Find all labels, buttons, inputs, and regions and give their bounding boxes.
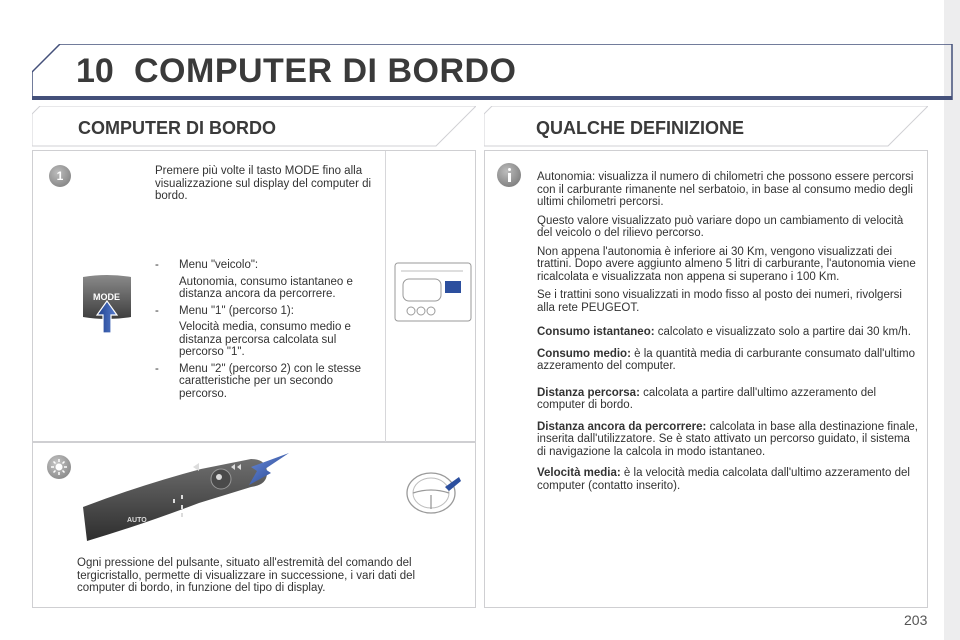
paragraph: Questo valore visualizzato può variare dopo un cambiamento di velocità del veicolo o del rilievo percorso. <box>537 214 904 239</box>
definition-term: Distanza ancora da percorrere: <box>537 420 707 433</box>
panel-divider <box>385 151 386 443</box>
menu-item-detail: Autonomia, consumo istantaneo e distanza ancora da percorrere. <box>179 275 353 300</box>
lighting-icon <box>47 455 71 479</box>
definitions-text <box>537 171 921 501</box>
definition-text: è la quantità media di carburante consumato dall'ultimo azzeramento del computer. <box>537 347 916 372</box>
arrow-icon <box>243 449 291 489</box>
mode-button-label: MODE <box>93 292 120 302</box>
definition-item <box>537 326 921 339</box>
chapter-title: COMPUTER DI BORDO <box>134 52 517 90</box>
page-number: 203 <box>904 612 928 628</box>
wiper-auto-label: AUTO <box>127 517 147 524</box>
definition-text: calcolato e visualizzato solo a partire dai 30 km/h. <box>654 326 911 338</box>
step-badge: 1 <box>49 165 71 187</box>
steering-wheel-illustration <box>401 465 465 519</box>
mode-button-illustration <box>77 271 137 335</box>
definition-text: calcolata in base alla destinazione finale, inserita dall'utilizzatore. Se è stato attivato un percorso guidato, il sistema di navigazione la calcola in modo istantaneo. <box>537 420 918 458</box>
dashboard-illustration <box>393 259 473 327</box>
left-section-heading <box>32 106 476 148</box>
definition-term: Consumo istantaneo: <box>537 326 655 338</box>
definition-term: Consumo medio: <box>537 347 631 360</box>
definitions-panel <box>484 150 928 608</box>
paragraph: Se i trattini sono visualizzati in modo fisso al posto dei numeri, rivolgersi alla rete PEUGEOT. <box>537 289 902 314</box>
menu-list <box>155 259 377 404</box>
right-section-heading <box>484 106 928 148</box>
definition-item <box>537 387 921 412</box>
intro-text: Premere più volte il tasto MODE fino alla visualizzazione sul display del computer di bordo. <box>155 165 372 202</box>
paragraph: Non appena l'autonomia è inferiore ai 30 Km, vengono visualizzati dei trattini. Dopo avere aggiunto almeno 5 litri di carburante, l'autonomia viene ricalcolata e visualizzata non appena si superano i 100 Km. <box>537 245 916 283</box>
right-section-title: QUALCHE DEFINIZIONE <box>536 118 745 138</box>
definition-term: Velocità media: <box>537 467 621 479</box>
chapter-number: 10 <box>76 52 114 90</box>
menu-item: - Menu "1" (percorso 1): <box>155 304 294 317</box>
info-icon <box>497 163 521 187</box>
definition-text: è la velocità media calcolata dall'ultimo azzeramento del computer (contatto inserito). <box>537 467 910 492</box>
definition-item <box>537 467 921 492</box>
definition-text: calcolata a partire dall'ultimo azzeramento del computer di bordo. <box>537 386 877 411</box>
left-section-title: COMPUTER DI BORDO <box>78 118 276 138</box>
paragraph: Autonomia: visualizza il numero di chilometri che possono essere percorsi con il carburante rimanente nel serbatoio, in base al consumo medio degli ultimi chilometri percorsi. <box>537 171 914 208</box>
definition-term: Distanza percorsa: <box>537 386 640 399</box>
menu-item: - Menu "2" (percorso 2) con le stesse caratteristiche per un secondo percorso. <box>155 362 362 400</box>
wiper-stalk-panel <box>32 442 476 608</box>
chapter-header <box>32 44 956 100</box>
definition-item <box>537 421 921 459</box>
menu-item-detail: Velocità media, consumo medio e distanza percorsa calcolata sul percorso "1". <box>179 321 351 358</box>
wiper-button-text: Ogni pressione del pulsante, situato all'estremità del comando del tergicristallo, permette di visualizzare in successione, i vari dati del computer di bordo, in funzione del tipo di display. <box>77 557 416 594</box>
menu-item: - Menu "veicolo": <box>155 259 259 271</box>
mode-button-panel <box>32 150 476 442</box>
definition-item <box>537 348 921 373</box>
